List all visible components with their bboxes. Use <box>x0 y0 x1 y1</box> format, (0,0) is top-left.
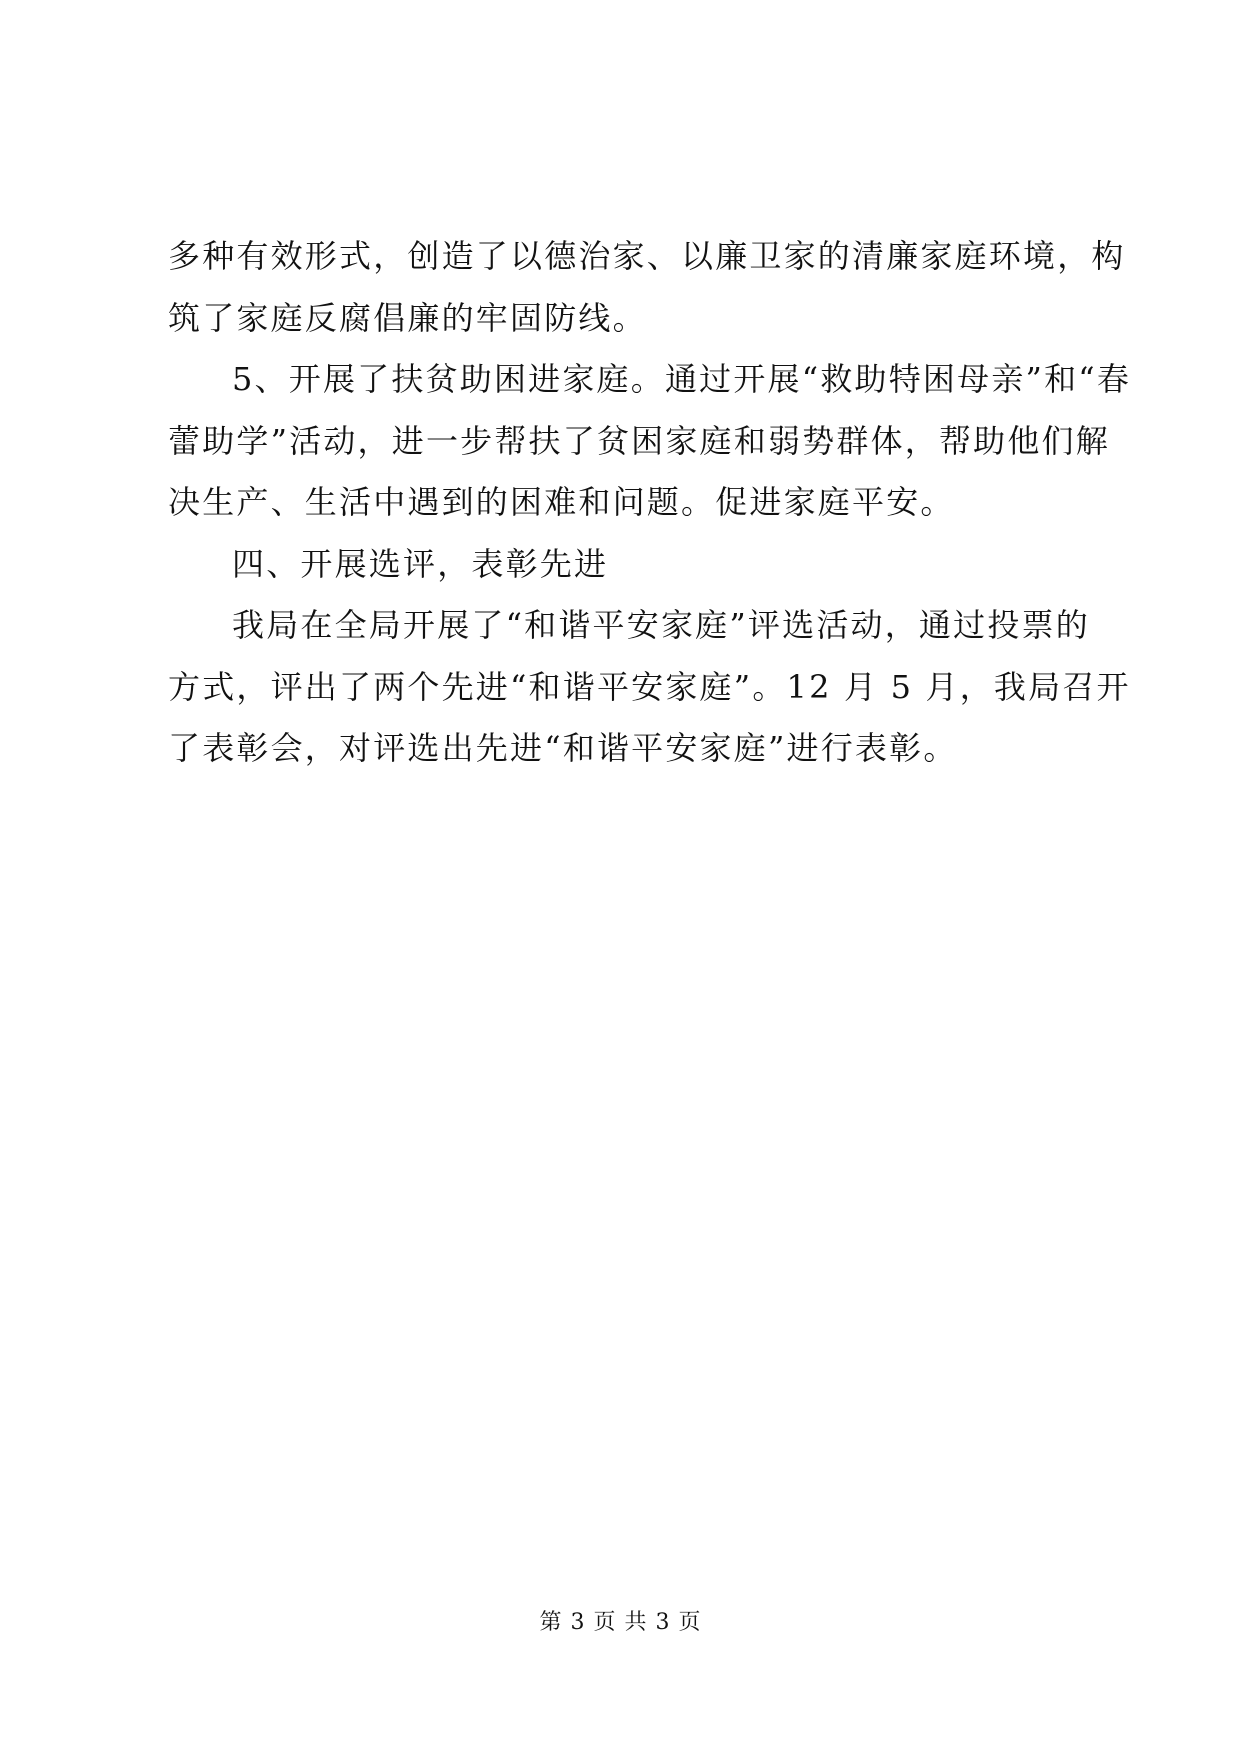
page-number-footer: 第 3 页 共 3 页 <box>539 1610 702 1635</box>
document-body <box>168 226 1132 780</box>
paragraph-line: 蕾助学”活动，进一步帮扶了贫困家庭和弱势群体，帮助他们解 <box>168 421 1110 460</box>
paragraph-line: 5、开展了扶贫助困进家庭。通过开展“救助特困母亲”和“春 <box>232 360 1132 398</box>
paragraph-line: 方式，评出了两个先进“和谐平安家庭”。12 月 5 月，我局召开 <box>168 667 1131 706</box>
paragraph-line: 了表彰会，对评选出先进“和谐平安家庭”进行表彰。 <box>168 729 958 767</box>
paragraph-line: 决生产、生活中遇到的困难和问题。促进家庭平安。 <box>168 483 955 521</box>
paragraph-line: 我局在全局开展了“和谐平安家庭”评选活动，通过投票的 <box>232 606 1090 644</box>
paragraph-line: 筑了家庭反腐倡廉的牢固防线。 <box>168 298 647 337</box>
paragraph-line: 多种有效形式，创造了以德治家、以廉卫家的清廉家庭环境，构 <box>168 237 1126 275</box>
section-heading: 四、开展选评，表彰先进 <box>232 544 609 583</box>
